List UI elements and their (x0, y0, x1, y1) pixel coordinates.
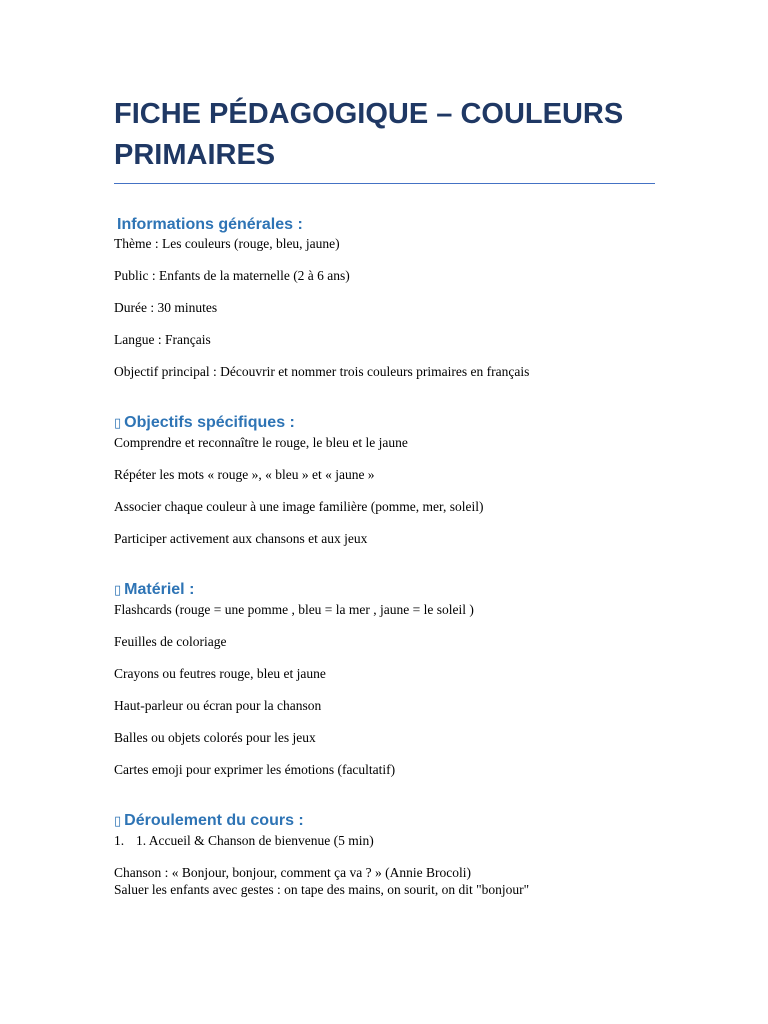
material-line-flashcards: Flashcards (rouge = une pomme , bleu = la mer , jaune = le soleil ) (114, 602, 474, 617)
info-line-language: Langue : Français (114, 332, 211, 347)
material-line: Haut-parleur ou écran pour la chanson (114, 698, 322, 713)
material-line: Balles ou objets colorés pour les jeux (114, 730, 316, 745)
section-course (114, 811, 659, 898)
section-heading-info: Informations générales : (117, 216, 303, 233)
course-line-song: Chanson : « Bonjour, bonjour, comment ça va ? » (Annie Brocoli) (114, 865, 471, 880)
info-line-duration: Durée : 30 minutes (114, 300, 218, 315)
objective-line: Comprendre et reconnaître le rouge, le bleu et le jaune (114, 435, 408, 450)
section-heading-material-text: Matériel : (124, 581, 195, 598)
material-line: Feuilles de coloriage (114, 634, 227, 649)
missing-glyph-icon: ▯ (114, 416, 122, 431)
missing-glyph-icon: ▯ (114, 583, 122, 598)
list-item-text: 1. Accueil & Chanson de bienvenue (5 min) (136, 833, 374, 848)
section-objectives (114, 413, 659, 547)
document-content (114, 94, 659, 898)
list-item (114, 832, 659, 849)
objective-line: Participer activement aux chansons et aux jeux (114, 531, 368, 546)
section-heading-course-text: Déroulement du cours : (124, 812, 304, 829)
section-info (114, 215, 659, 380)
list-number: 1. (114, 833, 125, 848)
page-title: FICHE PÉDAGOGIQUE – COULEURS PRIMAIRES (114, 94, 655, 184)
info-line-theme: Thème : Les couleurs (rouge, bleu, jaune) (114, 236, 340, 251)
section-heading-material (114, 580, 659, 601)
objective-line: Associer chaque couleur à une image familière (pomme, mer, soleil) (114, 499, 484, 514)
section-heading-course (114, 811, 659, 832)
section-heading-objectives (114, 413, 659, 434)
section-material (114, 580, 659, 778)
material-line: Cartes emoji pour exprimer les émotions (facultatif) (114, 762, 396, 777)
course-line-greeting: Saluer les enfants avec gestes : on tape des mains, on sourit, on dit "bonjour" (114, 882, 530, 897)
section-heading-objectives-text: Objectifs spécifiques : (124, 414, 295, 431)
material-line: Crayons ou feutres rouge, bleu et jaune (114, 666, 326, 681)
objective-line: Répéter les mots « rouge », « bleu » et « jaune » (114, 467, 375, 482)
info-line-public: Public : Enfants de la maternelle (2 à 6 ans) (114, 268, 350, 283)
missing-glyph-icon: ▯ (114, 814, 122, 829)
info-line-objective: Objectif principal : Découvrir et nommer trois couleurs primaires en français (114, 364, 530, 379)
